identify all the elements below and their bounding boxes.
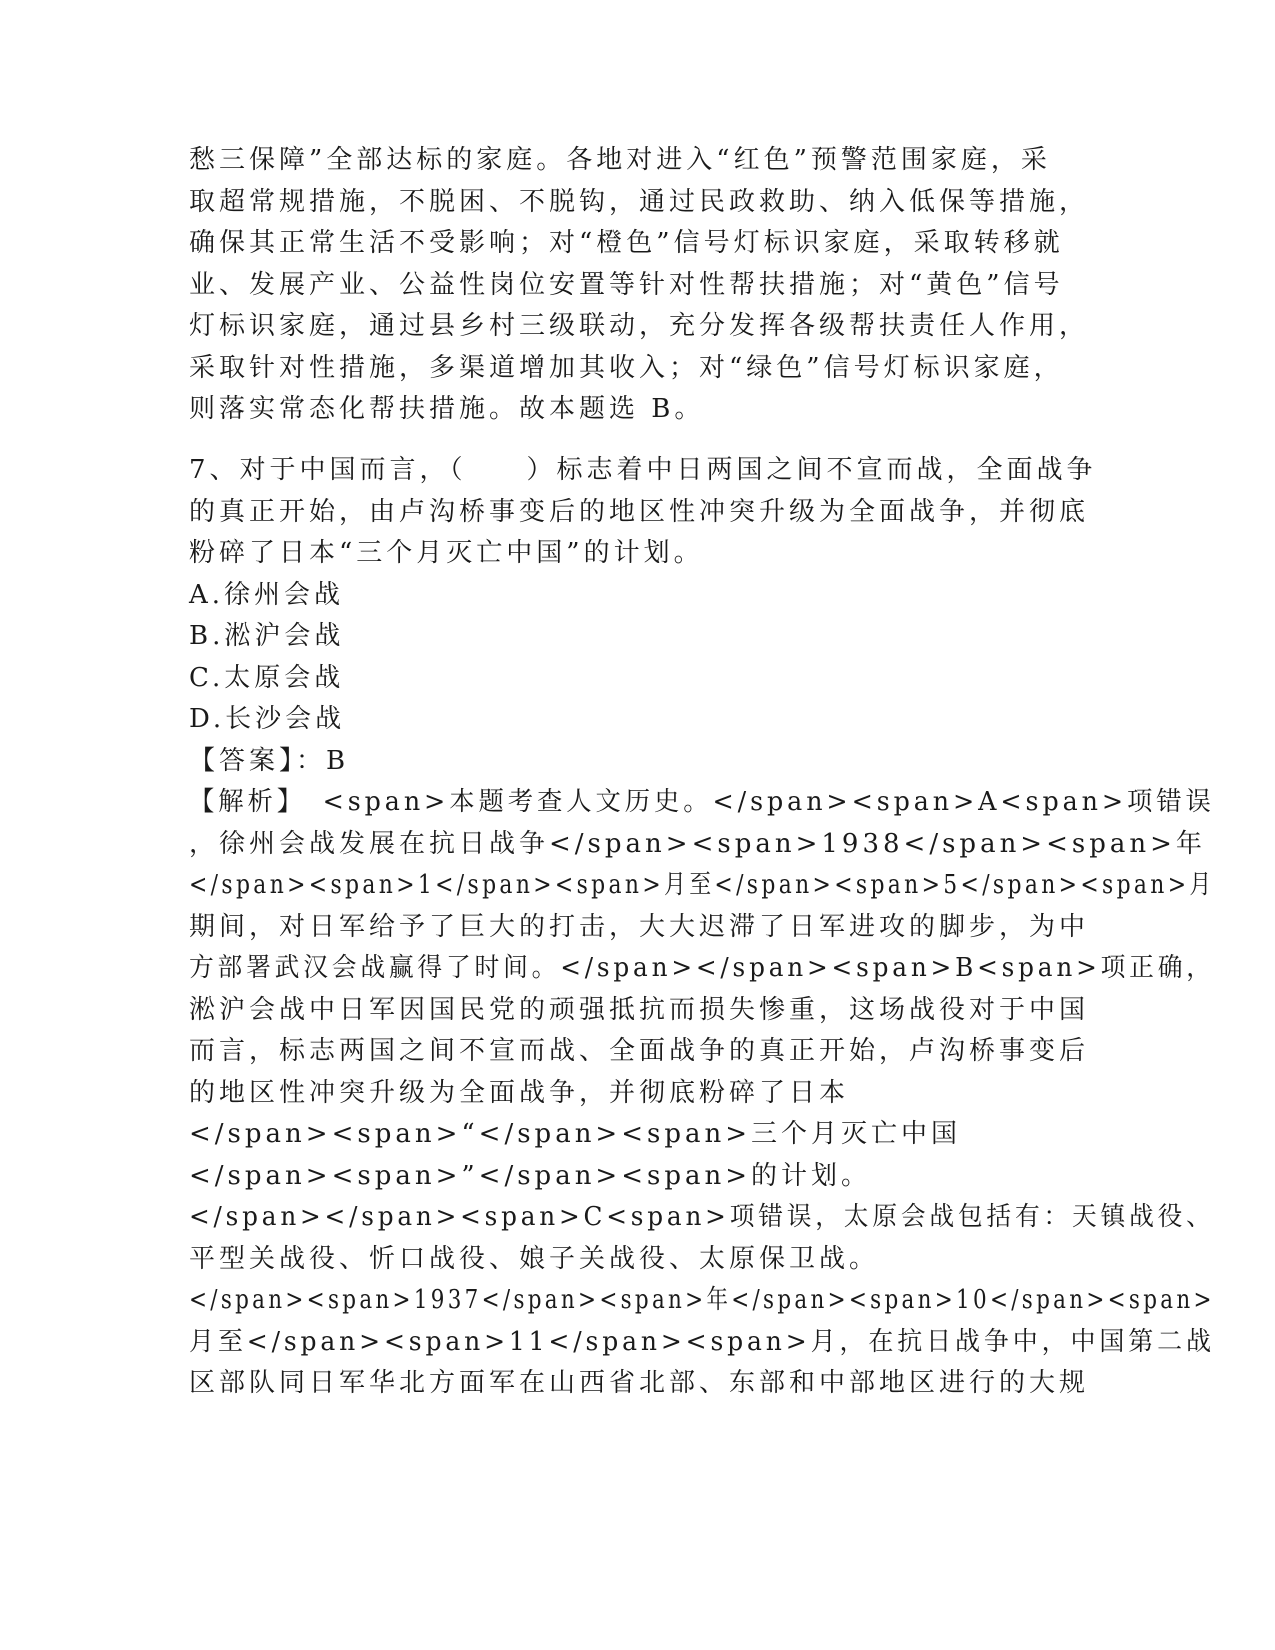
intro-line: 采取针对性措施，多渠道增加其收入；对“绿色”信号灯标识家庭， [189,353,1064,383]
analysis-line: </span><span>”</span><span>的计划。 [189,1161,872,1191]
analysis-line: 平型关战役、忻口战役、娘子关战役、太原保卫战。 [189,1244,880,1274]
analysis-line: </span><span>“</span><span>三个月灭亡中国 [189,1119,962,1149]
analysis-line: 月至</span><span>11</span><span>月，在抗日战争中，中国第二战 [189,1327,1215,1357]
analysis-line: 区部队同日军华北方面军在山西省北部、东部和中部地区进行的大规 [189,1368,1090,1398]
question-stem-line: 粉碎了日本“三个月灭亡中国”的计划。 [189,538,704,568]
question-stem-line: 的真正开始，由卢沟桥事变后的地区性冲突升级为全面战争，并彻底 [189,497,1090,527]
intro-line: 业、发展产业、公益性岗位安置等针对性帮扶措施；对“黄色”信号 [189,270,1064,300]
analysis-line: </span><span>1</span><span>月至</span><span>5</span><span>月 [189,870,1215,900]
question-stem-line: 7、对于中国而言，（ ）标志着中日两国之间不宣而战，全面战争 [189,455,1097,485]
analysis-line: 的地区性冲突升级为全面战争，并彻底粉碎了日本 [189,1078,850,1108]
answer-line: 【答案】：B [189,746,350,776]
analysis-line: ，徐州会战发展在抗日战争</span><span>1938</span><span>年 [189,829,1206,859]
analysis-line: 淞沪会战中日军因国民党的顽强抵抗而损失惨重，这场战役对于中国 [189,995,1090,1025]
option-b: B.淞沪会战 [189,621,345,651]
analysis-line: 而言，标志两国之间不宣而战、全面战争的真正开始，卢沟桥事变后 [189,1036,1090,1066]
analysis-line: </span></span><span>C<span>项错误，太原会战包括有：天镇战役、 [189,1202,1215,1232]
analysis-line: 期间，对日军给予了巨大的打击，大大迟滞了日军进攻的脚步，为中 [189,912,1090,942]
option-d: D.长沙会战 [189,704,346,734]
analysis-line: 方部署武汉会战赢得了时间。</span></span><span>B<span>项正确， [189,953,1215,983]
intro-line: 取超常规措施，不脱困、不脱钩，通过民政救助、纳入低保等措施， [189,187,1090,217]
option-c: C.太原会战 [189,663,345,693]
analysis-line: 【解析】 <span>本题考查人文历史。</span><span>A<span>项错误 [189,787,1215,817]
intro-line: 则落实常态化帮扶措施。故本题选 B。 [189,394,705,424]
intro-line: 确保其正常生活不受影响；对“橙色”信号灯标识家庭，采取转移就 [189,228,1064,258]
intro-line: 灯标识家庭，通过县乡村三级联动，充分发挥各级帮扶责任人作用， [189,311,1090,341]
analysis-line: </span><span>1937</span><span>年</span><span>10</span><span> [189,1285,1215,1315]
option-a: A.徐州会战 [189,580,345,610]
intro-line: 愁三保障”全部达标的家庭。各地对进入“红色”预警范围家庭，采 [189,145,1051,175]
